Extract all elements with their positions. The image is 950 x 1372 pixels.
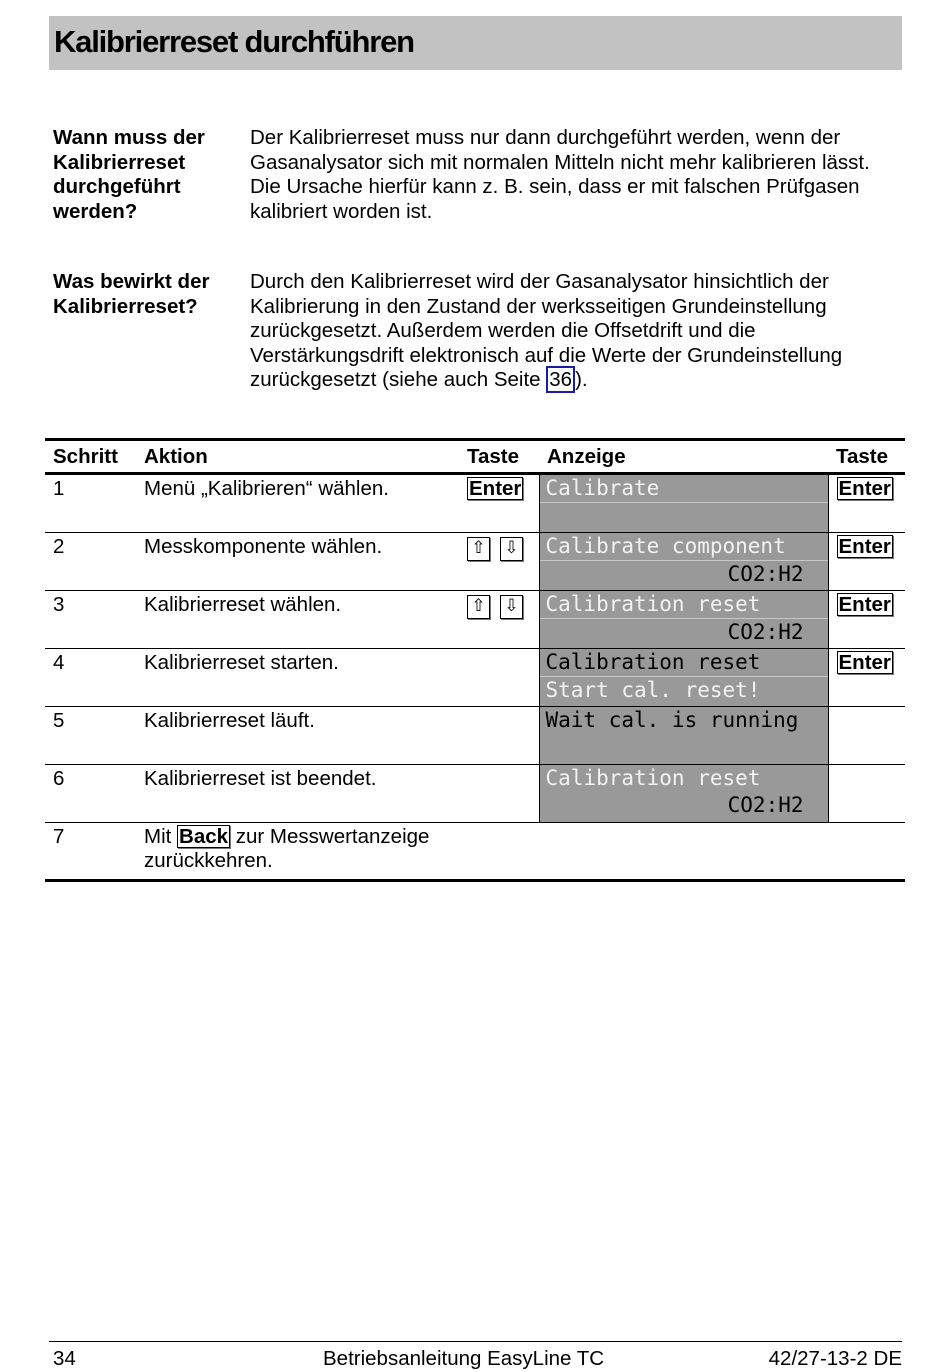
table-row xyxy=(45,765,905,823)
arrow-down-key-icon: ⇩ xyxy=(500,595,523,619)
step-action: Kalibrierreset ist beendet. xyxy=(136,765,461,823)
table-row xyxy=(45,533,905,591)
display-line-2: CO2:H2 xyxy=(727,793,804,817)
step-number: 7 xyxy=(45,823,136,881)
enter-key: Enter xyxy=(838,477,891,500)
step-key xyxy=(461,591,539,649)
arrow-up-key-icon: ⇧ xyxy=(467,537,490,561)
answer-text-end: ). xyxy=(575,368,588,391)
step-action xyxy=(136,823,539,881)
header-key2: Taste xyxy=(828,440,905,474)
step-number: 1 xyxy=(45,474,136,533)
display-line-2: Start cal. reset! xyxy=(545,678,761,702)
step-display xyxy=(539,765,828,823)
display-line-2 xyxy=(540,734,828,761)
display-line-2: CO2:H2 xyxy=(727,562,804,586)
step-display xyxy=(539,474,828,533)
step-key xyxy=(461,707,539,765)
step-action: Menü „Kalibrieren“ wählen. xyxy=(136,474,461,533)
step-key2 xyxy=(828,707,905,765)
step-display xyxy=(539,707,828,765)
step-action: Messkomponente wählen. xyxy=(136,533,461,591)
header-action: Aktion xyxy=(136,440,461,474)
step-key2 xyxy=(828,823,905,881)
step-key2 xyxy=(828,533,905,591)
table-header-row xyxy=(45,440,905,474)
section-question: Wann muss der Kalibrierreset durchgeführt werden? xyxy=(53,126,205,223)
section-question: Was bewirkt der Kalibrierreset? xyxy=(53,270,210,318)
enter-key: Enter xyxy=(838,535,891,558)
enter-key: Enter xyxy=(469,477,522,500)
enter-key: Enter xyxy=(838,593,891,616)
step-key2 xyxy=(828,765,905,823)
step-key xyxy=(461,649,539,707)
title-bar xyxy=(49,16,902,70)
back-key: Back xyxy=(179,825,229,848)
step-key2 xyxy=(828,591,905,649)
display-line-1: Wait cal. is running xyxy=(545,708,799,732)
answer-text: Durch den Kalibrierreset wird der Gasanalysator hinsichtlich der Kalibrierung in den Zustand der werksseitigen Grundeinstellung zurückgesetzt. Außerdem werden die Offsetdrift und die Verstärkungsdrift elektronisch auf die Werte der Grundeinstellung zurückgesetzt (siehe auch Seite xyxy=(250,270,843,391)
step-display xyxy=(539,823,828,881)
step-key xyxy=(461,533,539,591)
display-line-1: Calibrate component xyxy=(540,533,828,561)
step-key xyxy=(461,474,539,533)
step-display xyxy=(539,649,828,707)
page-reference-link[interactable]: 36 xyxy=(546,366,575,393)
footer-page-number: 34 xyxy=(53,1347,76,1370)
step-number: 5 xyxy=(45,707,136,765)
action-text-end: zur Messwertanzeige zurückkehren. xyxy=(144,825,430,872)
header-key: Taste xyxy=(461,440,539,474)
step-display xyxy=(539,591,828,649)
table-row xyxy=(45,823,905,881)
header-step: Schritt xyxy=(45,440,136,474)
step-key2 xyxy=(828,649,905,707)
step-number: 6 xyxy=(45,765,136,823)
step-action: Kalibrierreset läuft. xyxy=(136,707,461,765)
display-line-2: CO2:H2 xyxy=(727,620,804,644)
table-row xyxy=(45,649,905,707)
footer-doc-id: 42/27-13-2 DE xyxy=(768,1347,902,1370)
table-row xyxy=(45,591,905,649)
step-number: 2 xyxy=(45,533,136,591)
action-text: Mit xyxy=(144,825,178,848)
display-line-1: Calibration reset xyxy=(545,766,761,790)
step-action: Kalibrierreset starten. xyxy=(136,649,461,707)
table-row xyxy=(45,707,905,765)
step-key xyxy=(461,765,539,823)
step-display xyxy=(539,533,828,591)
footer-manual-title: Betriebsanleitung EasyLine TC xyxy=(323,1347,605,1370)
enter-key: Enter xyxy=(838,651,891,674)
display-line-1: Calibrate xyxy=(540,475,828,503)
section-answer: Der Kalibrierreset muss nur dann durchgeführt werden, wenn der Gasanalysator sich mit normalen Mitteln nicht mehr kalibrieren lässt. Die Ursache hierfür kann z. B. sein, dass er mit falschen Prüfgasen kalibriert worden ist. xyxy=(250,126,870,223)
display-line-1: Calibration reset xyxy=(540,591,828,619)
arrow-up-key-icon: ⇧ xyxy=(467,595,490,619)
step-action: Kalibrierreset wählen. xyxy=(136,591,461,649)
table-row xyxy=(45,474,905,533)
arrow-down-key-icon: ⇩ xyxy=(500,537,523,561)
footer-divider xyxy=(49,1341,902,1342)
display-line-2 xyxy=(540,503,828,530)
step-number: 3 xyxy=(45,591,136,649)
display-line-1: Calibration reset xyxy=(540,649,828,677)
step-key2 xyxy=(828,474,905,533)
section-answer xyxy=(250,270,903,393)
page-title: Kalibrierreset durchführen xyxy=(54,24,414,59)
header-display: Anzeige xyxy=(539,440,828,474)
step-number: 4 xyxy=(45,649,136,707)
steps-table xyxy=(45,438,905,882)
